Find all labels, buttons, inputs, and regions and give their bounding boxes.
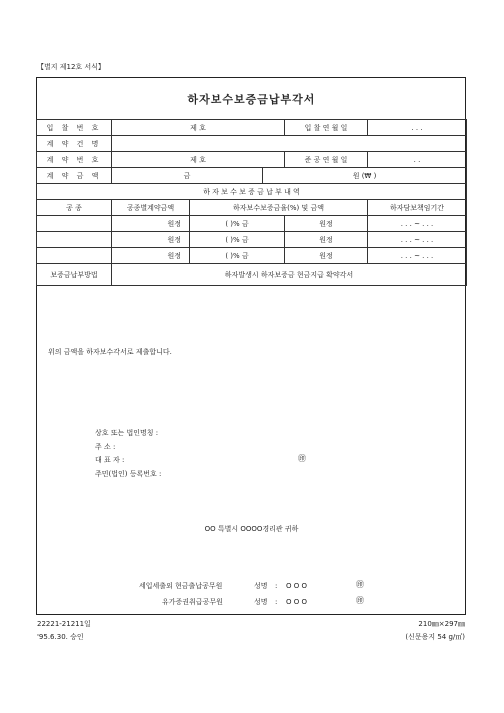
cash-officer-name-placeholder: O O O <box>286 582 307 590</box>
cash-officer-colon: : <box>275 582 278 590</box>
contract-no-row <box>37 152 467 168</box>
contract-name-field[interactable] <box>112 136 467 152</box>
securities-officer-seal: ㊞ <box>356 596 364 605</box>
cash-officer-name-label: 성명 <box>254 582 268 590</box>
work-type-cell[interactable] <box>37 216 112 232</box>
contract-no-label: 계 약 번 호 <box>37 152 112 168</box>
col-header-deposit: 하자보수보증금율(%) 및 금액 <box>190 200 368 216</box>
contract-amount-row <box>37 168 467 184</box>
detail-heading-row <box>37 184 467 200</box>
submission-statement: 위의 금액을 하자보수각서로 제출합니다. <box>48 348 172 356</box>
period-cell[interactable]: . . . ~ . . . <box>368 216 467 232</box>
cash-officer-label: 세입세출외 현금출납공무원 <box>139 582 223 590</box>
representative-label: 대 표 자 : <box>95 456 125 464</box>
address-label: 주 소 : <box>95 443 116 451</box>
col-header-period: 하자담보책임기간 <box>368 200 467 216</box>
bid-date-label: 입 찰 연 월 일 <box>285 120 368 136</box>
securities-officer-name-label: 성명 <box>254 598 268 606</box>
registration-no-label: 주민(법인) 등록번호 : <box>95 470 162 478</box>
rate-cell[interactable]: ( )% 금 <box>190 232 285 248</box>
amount-cell[interactable]: 원정 <box>112 216 190 232</box>
bid-no-field[interactable]: 제 호 <box>112 120 285 136</box>
payment-method-row <box>37 264 467 286</box>
bid-row <box>37 120 467 136</box>
col-header-contract-amount: 공종별계약금액 <box>112 200 190 216</box>
table-row <box>37 248 467 264</box>
detail-header-row <box>37 200 467 216</box>
contract-name-label: 계 약 건 명 <box>37 136 112 152</box>
footer-paper-size: 210㎜×297㎜ <box>418 620 465 628</box>
rate-cell[interactable]: ( )% 금 <box>190 216 285 232</box>
securities-officer-colon: : <box>275 598 278 606</box>
contract-amount-field[interactable]: 원 (₩ ) <box>263 168 467 184</box>
period-cell[interactable]: . . . ~ . . . <box>368 232 467 248</box>
completion-date-label: 준 공 연 월 일 <box>285 152 368 168</box>
cash-officer-seal: ㊞ <box>356 580 364 589</box>
bid-no-label: 입 찰 번 호 <box>37 120 112 136</box>
col-header-work-type: 공 종 <box>37 200 112 216</box>
document-title: 하자보수보증금납부각서 <box>187 93 316 106</box>
won-cell[interactable]: 원정 <box>285 248 368 264</box>
addressee: OO 특별시 OOOO경리관 귀하 <box>204 525 299 533</box>
amount-cell[interactable]: 원정 <box>112 248 190 264</box>
contract-amount-label: 계 약 금 액 <box>37 168 112 184</box>
completion-date-field[interactable]: . . <box>368 152 467 168</box>
footer-approval-date: '95.6.30. 승인 <box>37 633 84 641</box>
form-table <box>36 119 467 286</box>
table-row <box>37 216 467 232</box>
won-cell[interactable]: 원정 <box>285 216 368 232</box>
table-row <box>37 232 467 248</box>
securities-officer-name-placeholder: O O O <box>286 598 307 606</box>
bid-date-field[interactable]: . . . <box>368 120 467 136</box>
contract-no-field[interactable]: 제 호 <box>112 152 285 168</box>
period-cell[interactable]: . . . ~ . . . <box>368 248 467 264</box>
work-type-cell[interactable] <box>37 248 112 264</box>
footer-form-number: 22221-21211일 <box>37 620 91 628</box>
contract-amount-won-label: 금 <box>112 168 263 184</box>
won-cell[interactable]: 원정 <box>285 232 368 248</box>
seal-mark: ㊞ <box>298 454 306 463</box>
payment-method-value: 하자발생시 하자보증금 현금지급 확약각서 <box>112 264 467 286</box>
payment-method-label: 보증금납부방법 <box>37 264 112 286</box>
footer-paper-type: (신문용지 54 g/㎡) <box>405 633 465 641</box>
contract-name-row <box>37 136 467 152</box>
company-name-label: 상호 또는 법인명칭 : <box>95 429 159 437</box>
form-number-label: 【별지 제12호 서식】 <box>37 63 105 71</box>
rate-cell[interactable]: ( )% 금 <box>190 248 285 264</box>
securities-officer-label: 유가증권취급공무원 <box>162 598 223 606</box>
amount-cell[interactable]: 원정 <box>112 232 190 248</box>
detail-section-heading: 하 자 보 수 보 증 금 납 부 내 역 <box>37 184 467 200</box>
work-type-cell[interactable] <box>37 232 112 248</box>
